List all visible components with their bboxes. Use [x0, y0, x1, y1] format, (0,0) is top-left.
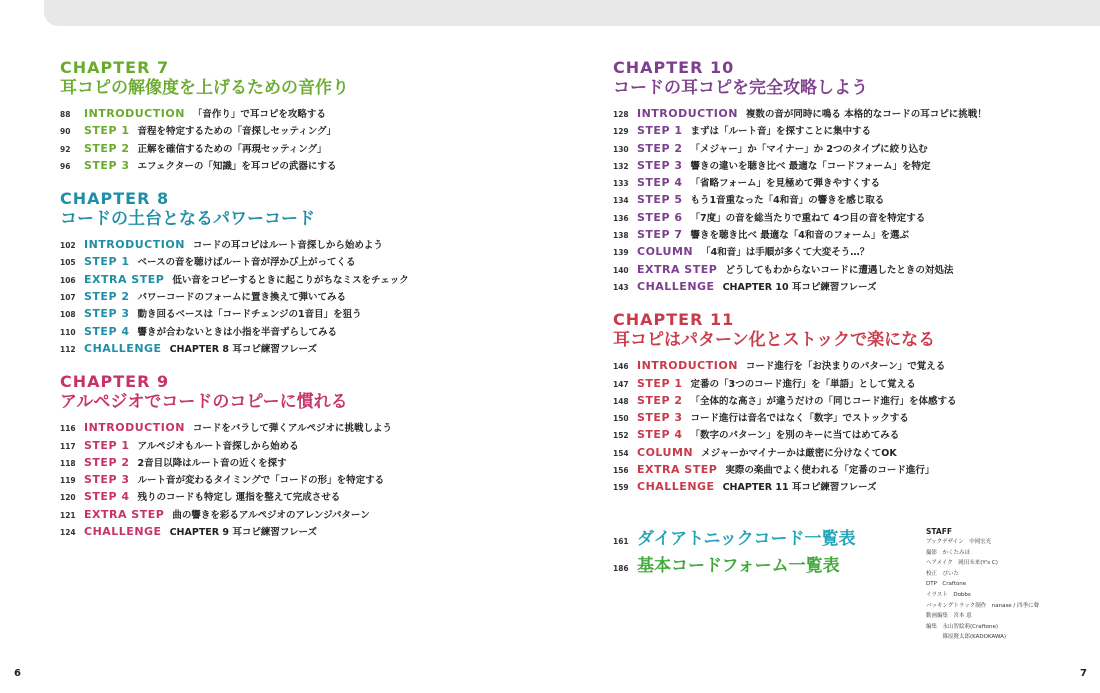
page-number: 117	[60, 441, 76, 451]
chapter-title: 耳コピはパターン化とストックで楽になる	[613, 330, 936, 351]
toc-entry	[60, 420, 530, 437]
toc-entry	[60, 455, 530, 472]
page-number-right: 7	[1080, 668, 1087, 679]
staff-line: ブックデザイン 中岡宏光	[926, 539, 992, 545]
entry-text: メジャーかマイナーかは厳密に分けなくてOK	[701, 447, 897, 459]
entry-text: ベースの音を聴けばルート音が浮かび上がってくる	[137, 257, 356, 269]
page-number: 116	[60, 424, 76, 434]
page-number: 88	[60, 110, 71, 119]
page-number: 140	[613, 265, 629, 275]
chapter-7	[60, 58, 530, 175]
staff-line: 動画編集 宮本 恵	[926, 613, 972, 620]
page-number: 108	[60, 310, 76, 320]
toc-entry	[60, 472, 530, 489]
page-number: 133	[613, 179, 629, 189]
entry-label: STEP 6	[637, 210, 683, 224]
entry-label: STEP 2	[84, 455, 130, 469]
entry-text: もう1音重なった「4和音」の響きを感じ取る	[690, 195, 885, 207]
toc-entry	[60, 438, 530, 455]
appendix-list	[613, 524, 913, 578]
toc-entry	[613, 427, 1083, 444]
entry-text: 「音作り」で耳コピを攻略する	[192, 109, 326, 120]
entry-label: STEP 2	[84, 290, 130, 304]
toc-entry	[60, 289, 530, 306]
entry-text: パワーコードのフォームに置き換えて弾いてみる	[137, 292, 347, 304]
entry-text: 「7度」の音を総当たりで重ねて 4つ目の音を特定する	[690, 212, 926, 224]
entry-text: 曲の響きを彩るアルペジオのアレンジパターン	[172, 509, 370, 521]
entry-label: INTRODUCTION	[637, 359, 738, 373]
toc-entry	[60, 106, 530, 123]
page-number: 121	[60, 510, 76, 520]
page-number: 105	[60, 258, 76, 268]
chapter-number: CHAPTER 9	[60, 372, 170, 392]
toc-entry	[613, 445, 1083, 462]
entry-label: EXTRA STEP	[84, 507, 165, 521]
toc-entry	[60, 254, 530, 271]
toc-entry	[613, 141, 1083, 158]
entry-label: INTRODUCTION	[84, 107, 185, 120]
chapter-8	[60, 189, 530, 358]
appendix-item-diatonic	[613, 524, 913, 551]
entry-label: EXTRA STEP	[637, 463, 718, 477]
appendix-title: 基本コードフォーム一覧表	[637, 556, 840, 576]
page-number: 138	[613, 231, 629, 241]
chapter-entries	[60, 106, 530, 175]
toc-entry	[60, 272, 530, 289]
entry-label: COLUMN	[637, 445, 694, 459]
entry-label: STEP 3	[84, 307, 130, 321]
entry-text: 「省略フォーム」を見極めて弾きやすくする	[690, 178, 881, 190]
toc-entry	[60, 341, 530, 358]
entry-text: 正解を確信するための「再現セッティング」	[137, 143, 327, 155]
toc-entry	[613, 106, 1083, 123]
page-number: 143	[613, 282, 629, 292]
toc-entry	[613, 279, 1083, 296]
toc-entry	[613, 227, 1083, 244]
entry-text: 残りのコードも特定し 運指を整えて完成させる	[137, 492, 341, 504]
entry-label: STEP 1	[84, 124, 130, 138]
toc-entry	[60, 489, 530, 506]
entry-text: 響きの違いを聴き比べ 最適な「コードフォーム」を特定	[690, 160, 931, 172]
toc-entry	[60, 507, 530, 524]
entry-text: 2音目以降はルート音の近くを探す	[137, 457, 287, 469]
toc-entry	[613, 244, 1083, 261]
page-number: 129	[613, 127, 629, 137]
toc-entry	[60, 123, 530, 140]
page-number: 92	[60, 144, 71, 154]
entry-label: INTRODUCTION	[84, 238, 185, 252]
entry-label: STEP 7	[637, 228, 683, 242]
entry-text: 「数字のパターン」を別のキーに当てはめてみる	[690, 430, 900, 442]
entry-text: アルペジオもルート音探しから始める	[137, 440, 299, 452]
toc-entry	[613, 175, 1083, 192]
entry-label: STEP 5	[637, 193, 683, 207]
toc-entry	[60, 237, 530, 254]
entry-label: STEP 1	[637, 124, 683, 138]
entry-label: STEP 4	[637, 176, 683, 190]
entry-text: CHAPTER 8 耳コピ練習フレーズ	[169, 343, 317, 355]
entry-text: 「メジャー」か「マイナー」か 2つのタイプに絞り込む	[690, 143, 928, 155]
toc-entry	[613, 462, 1083, 479]
page-number: 147	[613, 379, 629, 389]
page-number: 102	[60, 241, 76, 251]
entry-label: CHALLENGE	[637, 480, 715, 494]
entry-label: CHALLENGE	[84, 341, 162, 355]
entry-text: エフェクターの「知識」を耳コピの武器にする	[137, 160, 337, 172]
page-number: 118	[60, 458, 76, 468]
entry-label: STEP 4	[84, 324, 130, 338]
entry-text: 動き回るベースは「コードチェンジの1音目」を狙う	[137, 309, 362, 321]
page-number: 146	[613, 362, 629, 372]
toc-entry	[613, 262, 1083, 279]
toc-entry	[60, 324, 530, 341]
page-number: 186	[613, 564, 629, 573]
page-number: 124	[60, 528, 76, 538]
page-number-left: 6	[14, 668, 21, 679]
entry-label: INTRODUCTION	[637, 107, 738, 120]
toc-entry	[613, 158, 1083, 175]
entry-label: STEP 4	[637, 428, 683, 442]
entry-text: CHAPTER 11 耳コピ練習フレーズ	[722, 482, 877, 494]
staff-heading: STAFF	[926, 527, 952, 536]
entry-text: ルート音が変わるタイミングで「コードの形」を特定する	[137, 475, 385, 487]
entry-text: 実際の楽曲でよく使われる「定番のコード進行」	[725, 465, 935, 477]
page-number: 130	[613, 144, 629, 154]
page-number: 110	[60, 327, 76, 337]
toc-entry	[613, 410, 1083, 427]
chapter-entries	[613, 106, 1083, 296]
entry-label: STEP 2	[637, 141, 683, 155]
entry-text: コードの耳コピはルート音探しから始めよう	[192, 240, 383, 252]
top-bar	[44, 0, 1100, 26]
page-number: 154	[613, 448, 629, 458]
chapter-11	[613, 310, 1083, 496]
entry-text: コード進行を「お決まりのパターン」で覚える	[745, 361, 946, 373]
page-number: 159	[613, 483, 629, 493]
page-number: 136	[613, 213, 629, 223]
page-number: 156	[613, 466, 629, 476]
right-column	[613, 58, 1083, 511]
toc-entry	[613, 393, 1083, 410]
page-number: 128	[613, 110, 629, 119]
chapter-entries	[613, 358, 1083, 496]
toc-entry	[613, 192, 1083, 209]
entry-text: 音程を特定するための「音探しセッティング」	[137, 126, 337, 138]
toc-entry	[60, 524, 530, 541]
chapter-title: コードの土台となるパワーコード	[60, 209, 315, 230]
staff-line: 篠原賢太郎(KADOKAWA)	[926, 634, 1007, 641]
staff-line: 撮影 かくたみほ	[926, 549, 971, 556]
toc-entry	[613, 123, 1083, 140]
entry-text: 「全体的な高さ」が違うだけの「同じコード進行」を体感する	[690, 395, 957, 407]
entry-text: 響きが合わないときは小指を半音ずらしてみる	[137, 326, 338, 338]
entry-text: 響きを聴き比べ 最適な「4和音のフォーム」を選ぶ	[690, 230, 909, 242]
staff-line: イラスト Dobbs	[926, 591, 971, 598]
entry-text: 「4和音」は手順が多くて大変そう…？	[701, 247, 870, 259]
chapter-title: アルペジオでコードのコピーに慣れる	[60, 392, 348, 413]
toc-entry	[60, 158, 530, 175]
page-number: 148	[613, 396, 629, 406]
entry-text: どうしてもわからないコードに遭遇したときの対処法	[725, 264, 954, 276]
entry-label: COLUMN	[637, 245, 694, 259]
left-column	[60, 58, 530, 555]
page-number: 107	[60, 293, 76, 303]
staff-line: 校正 ぴいた	[926, 570, 960, 577]
chapter-title: 耳コピの解像度を上げるための音作り	[60, 78, 349, 98]
entry-label: STEP 1	[84, 438, 130, 452]
appendix-title: ダイアトニックコード一覧表	[637, 529, 856, 549]
staff-line: バッキングトラック制作 nanase / 四季に聲	[926, 602, 1040, 609]
page-number: 150	[613, 414, 629, 424]
entry-text: コード進行は音名ではなく「数字」でストックする	[690, 413, 909, 425]
entry-label: STEP 3	[84, 158, 130, 172]
entry-text: 低い音をコピーするときに起こりがちなミスをチェック	[172, 274, 409, 286]
page-number: 152	[613, 431, 629, 441]
page-number: 96	[60, 161, 71, 171]
staff-lines	[926, 537, 1096, 643]
entry-label: INTRODUCTION	[84, 421, 185, 435]
entry-text: まずは「ルート音」を探すことに集中する	[690, 126, 872, 138]
chapter-number: CHAPTER 11	[613, 310, 735, 330]
entry-text: CHAPTER 10 耳コピ練習フレーズ	[722, 281, 877, 293]
chapter-9	[60, 372, 530, 541]
chapter-number: CHAPTER 8	[60, 189, 170, 209]
entry-label: STEP 1	[637, 376, 683, 390]
entry-label: STEP 3	[637, 158, 683, 172]
appendix-item-chord-forms	[613, 551, 913, 578]
page-number: 132	[613, 161, 629, 171]
chapter-number: CHAPTER 10	[613, 58, 735, 77]
entry-label: CHALLENGE	[84, 525, 162, 539]
toc-entry	[613, 479, 1083, 496]
entry-label: STEP 2	[84, 141, 130, 155]
chapter-entries	[60, 237, 530, 358]
page-number: 106	[60, 275, 76, 285]
entry-label: CHALLENGE	[637, 279, 715, 293]
toc-entry	[613, 210, 1083, 227]
page-number: 161	[613, 537, 629, 546]
page-number: 119	[60, 476, 76, 486]
entry-label: STEP 3	[84, 473, 130, 487]
chapter-title: コードの耳コピを完全攻略しよう	[613, 78, 868, 98]
page-number: 134	[613, 196, 629, 206]
chapter-number: CHAPTER 7	[60, 58, 170, 77]
entry-text: コードをバラして弾くアルペジオに挑戦しよう	[192, 423, 393, 435]
staff-line: 編集 永山智絵莉(Craftone)	[926, 623, 998, 630]
entry-text: 定番の「3つのコード進行」を「単語」として覚える	[690, 378, 916, 390]
toc-entry	[613, 358, 1083, 375]
page-number: 139	[613, 248, 629, 258]
entry-label: EXTRA STEP	[84, 272, 165, 286]
staff-credits	[926, 527, 1096, 643]
page-number: 120	[60, 493, 76, 503]
toc-entry	[60, 306, 530, 323]
toc-entry	[60, 141, 530, 158]
entry-label: STEP 3	[637, 411, 683, 425]
entry-label: STEP 1	[84, 255, 130, 269]
entry-text: 複数の音が同時に鳴る 本格的なコードの耳コピに挑戦！	[745, 109, 987, 120]
page-number: 90	[60, 127, 71, 137]
chapter-entries	[60, 420, 530, 541]
staff-line: ヘアメイク 岡田未来(Y's C)	[926, 560, 998, 567]
entry-label: STEP 4	[84, 490, 130, 504]
staff-line: DTP Craftone	[926, 581, 967, 588]
entry-label: STEP 2	[637, 393, 683, 407]
page-number: 112	[60, 344, 76, 354]
entry-text: CHAPTER 9 耳コピ練習フレーズ	[169, 527, 317, 539]
chapter-10	[613, 58, 1083, 296]
entry-label: EXTRA STEP	[637, 262, 718, 276]
toc-entry	[613, 376, 1083, 393]
